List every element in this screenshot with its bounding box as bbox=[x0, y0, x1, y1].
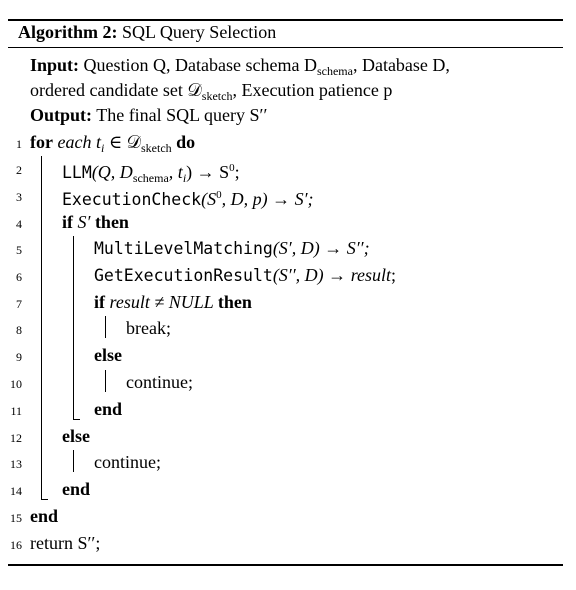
line-number: 7 bbox=[16, 297, 22, 311]
line-number: 3 bbox=[16, 190, 22, 204]
line-number: 15 bbox=[10, 511, 22, 525]
return-statement: return S′′; bbox=[30, 533, 101, 553]
line-number: 2 bbox=[16, 163, 22, 177]
bottom-rule bbox=[8, 564, 563, 566]
scope-bar-if bbox=[73, 236, 74, 420]
continue-statement: continue; bbox=[94, 452, 161, 472]
end-keyword: end bbox=[30, 506, 59, 526]
if-keyword: if bbox=[62, 212, 73, 232]
input-text-1: Question Q, Database schema D bbox=[83, 55, 317, 75]
output-text: The final SQL query S′′ bbox=[96, 105, 268, 125]
scope-bar-for bbox=[41, 156, 42, 500]
continue-statement: continue; bbox=[126, 372, 193, 392]
end-keyword: end bbox=[94, 399, 123, 419]
function-name: LLM bbox=[62, 163, 92, 182]
then-keyword: then bbox=[94, 212, 129, 232]
input-line-2 bbox=[30, 79, 392, 107]
input-sub-2: sketch bbox=[201, 89, 233, 103]
line-number: 6 bbox=[16, 270, 22, 284]
scope-bar-continue-outer bbox=[73, 450, 74, 472]
scope-bar-break bbox=[105, 316, 106, 338]
output-keyword: Output: bbox=[30, 105, 93, 125]
for-keyword: for bbox=[30, 132, 53, 152]
input-keyword: Input: bbox=[30, 55, 80, 75]
function-name: ExecutionCheck bbox=[62, 190, 202, 209]
loop-var: each t bbox=[57, 132, 101, 152]
line-number: 10 bbox=[10, 377, 22, 391]
line-number: 16 bbox=[10, 538, 22, 552]
caption-rule bbox=[8, 47, 563, 48]
do-keyword: do bbox=[176, 132, 196, 152]
line-number: 14 bbox=[10, 484, 22, 498]
input-text-2: ordered candidate set 𝒟 bbox=[30, 80, 202, 100]
scope-tick-if bbox=[73, 419, 80, 420]
line-number: 4 bbox=[16, 217, 22, 231]
algorithm-label: Algorithm 2: bbox=[18, 22, 118, 42]
function-name: GetExecutionResult bbox=[94, 266, 273, 285]
input-line-1 bbox=[30, 54, 450, 82]
loop-set: ∈ 𝒟 bbox=[104, 132, 142, 152]
line-number: 12 bbox=[10, 431, 22, 445]
line-number: 5 bbox=[16, 243, 22, 257]
algorithm-caption bbox=[18, 22, 276, 43]
input-rest-1: , Database D, bbox=[352, 55, 450, 75]
then-keyword: then bbox=[217, 292, 252, 312]
top-rule bbox=[8, 19, 563, 21]
end-keyword: end bbox=[62, 479, 91, 499]
line-number: 13 bbox=[10, 457, 22, 471]
line-number: 11 bbox=[10, 404, 22, 418]
if-keyword: if bbox=[94, 292, 105, 312]
input-sub-1: schema bbox=[316, 64, 353, 78]
break-statement: break; bbox=[126, 318, 171, 338]
input-rest-2: , Execution patience p bbox=[232, 80, 393, 100]
line-number: 8 bbox=[16, 323, 22, 337]
function-name: MultiLevelMatching bbox=[94, 239, 273, 258]
algorithm-title: SQL Query Selection bbox=[121, 22, 277, 42]
output-line bbox=[30, 104, 267, 126]
line-number: 9 bbox=[16, 350, 22, 364]
else-keyword: else bbox=[62, 426, 90, 446]
line-number: 1 bbox=[16, 137, 22, 151]
scope-tick-for bbox=[41, 499, 48, 500]
else-keyword: else bbox=[94, 345, 122, 365]
scope-bar-continue-inner bbox=[105, 370, 106, 392]
